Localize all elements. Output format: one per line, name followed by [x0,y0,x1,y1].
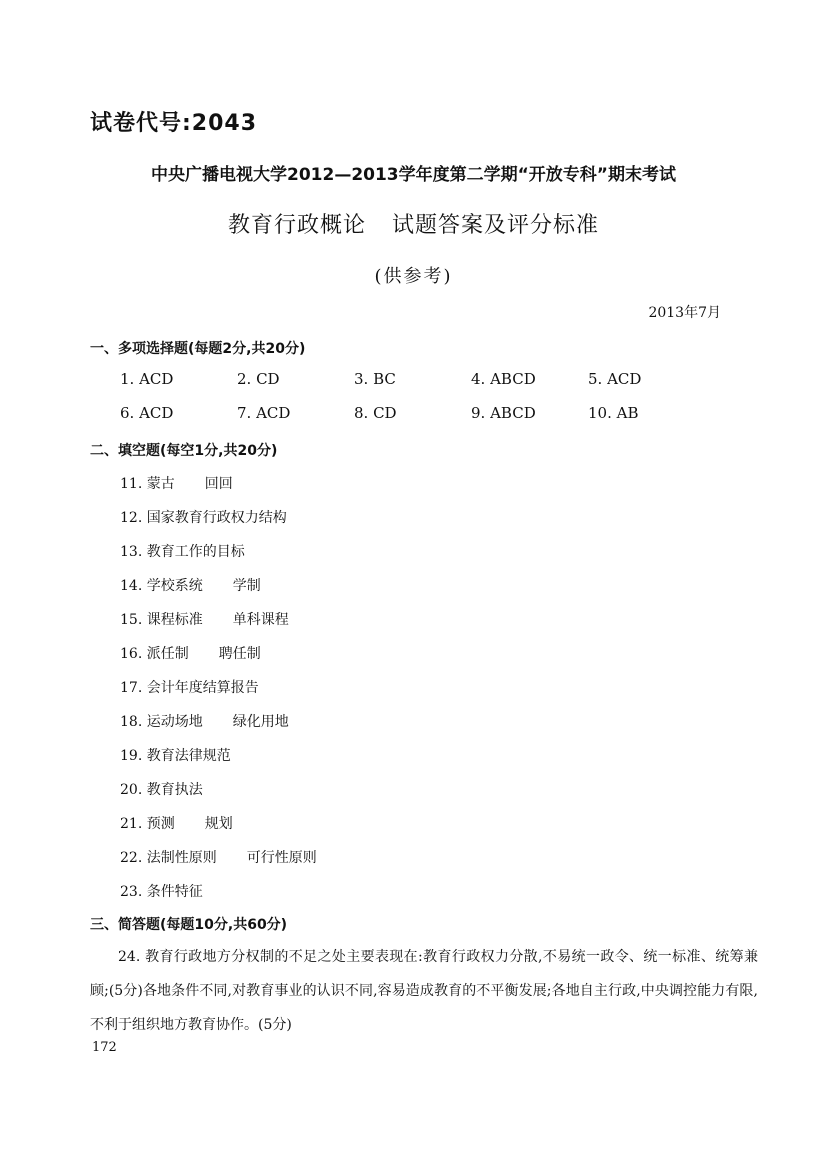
item-number: 11. [120,476,143,492]
blank-answer: 条件特征 [146,884,203,900]
blank-answer: 学校系统 [146,578,203,594]
fill-answer-item [120,609,289,629]
course-title [0,208,827,239]
exam-date: 2013年7月 [648,305,721,321]
document-title: 试题答案及评分标准 [392,213,600,238]
blank-answer: 课程标准 [146,612,203,628]
mc-answer: 7. ACD [237,404,291,422]
fill-answer-item [120,473,233,493]
blank-answer: 单科课程 [232,612,289,628]
item-number: 14. [120,578,143,594]
course-name: 教育行政概论 [227,213,366,238]
mc-answer: 8. CD [354,404,397,422]
blank-answer: 运动场地 [146,714,203,730]
fill-answer-item [120,677,259,697]
page-number: 172 [92,1040,117,1055]
item-number: 15. [120,612,143,628]
fill-answer-item [120,541,245,561]
mc-answer: 3. BC [354,370,396,388]
university-exam-title: 中央广播电视大学2012—2013学年度第二学期“开放专科”期末考试 [151,165,676,185]
fill-answer-item [120,779,203,799]
blank-answer: 学制 [232,578,261,594]
mc-answer: 4. ABCD [471,370,536,388]
section-heading-fill-blank: 二、填空题(每空1分,共20分) [90,443,278,459]
item-number: 16. [120,646,143,662]
mc-answer: 6. ACD [120,404,174,422]
fill-answer-item [120,847,317,867]
blank-answer: 教育工作的目标 [146,544,245,560]
blank-answer: 教育执法 [146,782,203,798]
mc-answer: 5. ACD [588,370,642,388]
blank-answer: 绿化用地 [232,714,289,730]
answer-row [120,404,680,426]
section-heading-multiple-choice: 一、多项选择题(每题2分,共20分) [90,341,306,357]
item-number: 22. [120,850,143,866]
blank-answer: 回回 [204,476,233,492]
blank-answer: 蒙古 [146,476,175,492]
item-number: 12. [120,510,143,526]
short-answer-24: 24. 教育行政地方分权制的不足之处主要表现在:教育行政权力分散,不易统一政令、统一标准、统筹兼顾;(5分)各地条件不同,对教育事业的认识不同,容易造成教育的不平衡发展;各地自主行政,中央调控能力有限,不利于组织地方教育协作。(5分) [90,949,758,1033]
blank-answer: 可行性原则 [246,850,317,866]
mc-answer: 10. AB [588,404,639,422]
blank-answer: 法制性原则 [146,850,217,866]
paper-code: 试卷代号:2043 [90,111,258,136]
fill-answer-item [120,507,287,527]
item-number: 18. [120,714,143,730]
reference-note: (供参考) [374,266,453,287]
blank-answer: 会计年度结算报告 [146,680,259,696]
fill-answer-item [120,575,261,595]
blank-answer: 派任制 [146,646,189,662]
blank-answer: 聘任制 [218,646,261,662]
fill-answer-item [120,813,233,833]
fill-answer-item [120,643,261,663]
blank-answer: 规划 [204,816,233,832]
fill-answer-item [120,711,289,731]
fill-answer-item [120,881,203,901]
blank-answer: 教育法律规范 [146,748,231,764]
item-number: 23. [120,884,143,900]
answer-row [120,370,680,392]
fill-answer-item [120,745,231,765]
blank-answer: 预测 [146,816,175,832]
item-number: 17. [120,680,143,696]
item-number: 21. [120,816,143,832]
mc-answer: 1. ACD [120,370,174,388]
mc-answer: 9. ABCD [471,404,536,422]
mc-answer: 2. CD [237,370,280,388]
item-number: 13. [120,544,143,560]
item-number: 19. [120,748,143,764]
item-number: 20. [120,782,143,798]
section-heading-short-answer: 三、简答题(每题10分,共60分) [90,917,288,933]
blank-answer: 国家教育行政权力结构 [146,510,287,526]
